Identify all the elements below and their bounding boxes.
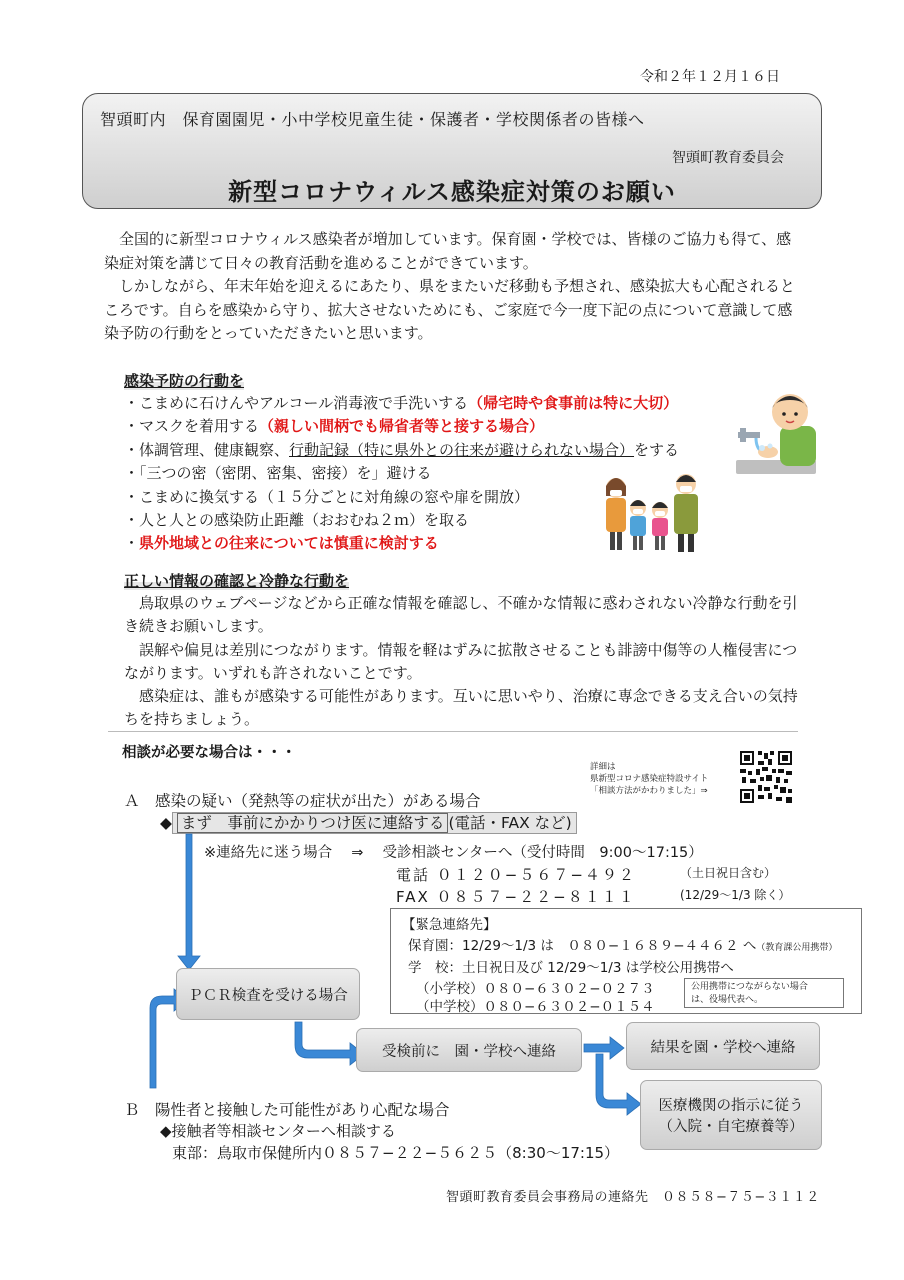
list-item: ・県外地域との往来については慎重に検討する	[124, 534, 439, 553]
emergency-nursery: 保育園：12/29～1/3 は ０８０−１６８９−４４６２ へ（教育課公用携帯）	[408, 938, 838, 954]
case-b-label: Ｂ 陽性者と接触した可能性があり心配な場合	[124, 1101, 450, 1119]
list-item: ・「三つの密（密閉、密集、密接）を」避ける	[124, 464, 432, 483]
info-paragraph-1: 鳥取県のウェブページなどから正確な情報を確認し、不確かな情報に惑わされない冷静な行動を引き続きお願いします。	[124, 594, 798, 636]
notify-result-box: 結果を園・学校へ連絡	[626, 1022, 820, 1070]
consult-center-tel: 電話 ０１２０−５６７−４９２	[396, 866, 636, 884]
first-step-box: まず 事前にかかりつけ医に連絡する (電話・FAX など)	[172, 812, 577, 834]
page-title: 新型コロナウィルス感染症対策のお願い	[228, 178, 676, 206]
header-recipients: 智頭町内 保育園園児・小中学校児童生徒・保護者・学校関係者の皆様へ	[100, 110, 645, 129]
consult-center-note: ※連絡先に迷う場合 ⇒ 受診相談センターへ（受付時間 9:00～17:15）	[204, 845, 703, 861]
prevention-heading-text: 感染予防の行動を	[124, 372, 245, 390]
notify-before-test-box: 受検前に 園・学校へ連絡	[356, 1028, 582, 1072]
list-item: ・人と人との感染防止距離（おおむね２ｍ）を取る	[124, 511, 470, 530]
info-paragraph-2: 誤解や偏見は差別につながります。情報を軽はずみに拡散させることも誹謗中傷等の人権侵害につながります。いずれも許されないことです。	[124, 640, 798, 682]
footer-contact: 智頭町教育委員会事務局の連絡先 ０８５８−７５−３１１２	[446, 1190, 820, 1205]
info-heading-text: 正しい情報の確認と冷静な行動を	[124, 572, 350, 590]
emergency-title: 【緊急連絡先】	[402, 917, 497, 933]
case-a-first-step: ◆ まず 事前にかかりつけ医に連絡する (電話・FAX など)	[160, 811, 577, 833]
document-date: 令和２年１２月１６日	[640, 69, 780, 85]
pcr-test-box: ＰＣＲ検査を受ける場合	[176, 968, 360, 1020]
emergency-elementary: （小学校）０８０−６３０２−０２７３	[416, 981, 655, 997]
fax-note: (12/29～1/3 除く）	[680, 888, 791, 902]
list-item: ・マスクを着用する（親しい間柄でも帰省者等と接する場合）	[124, 417, 545, 436]
emergency-junior: （中学校）０８０−６３０２−０１５４	[416, 999, 655, 1015]
intro-paragraph-1: 全国的に新型コロナウィルス感染者が増加しています。保育園・学校では、皆様のご協力も得て、感染症対策を講じて日々の教育活動を進めることができています。	[104, 230, 792, 272]
case-b-step: ◆接触者等相談センターへ相談する	[160, 1122, 396, 1140]
list-item: ・体調管理、健康観察、行動記録（特に県外との往来が避けられない場合）をする	[124, 440, 680, 459]
header-sender: 智頭町教育委員会	[672, 150, 784, 166]
fallback-note: 公用携帯につながらない場合 は、役場代表へ。	[684, 978, 844, 1008]
list-item: ・こまめに換気する（１５分ごとに対角線の窓や扉を開放）	[124, 487, 530, 506]
detail-line-1: 詳細は	[590, 762, 616, 772]
list-item: ・こまめに石けんやアルコール消毒液で手洗いする（帰宅時や食事前は特に大切）	[124, 394, 679, 412]
info-paragraph-3: 感染症は、誰もが感染する可能性があります。互いに思いやり、治療に専念できる支え合いの気持ちを持ちましょう。	[124, 687, 798, 729]
case-a-label: Ａ 感染の疑い（発熱等の症状が出た）がある場合	[124, 792, 481, 810]
tel-note: （土日祝日含む）	[680, 866, 777, 880]
detail-line-3: 「相談方法がかわりました」⇒	[590, 786, 708, 796]
emergency-school: 学 校：土日祝日及び 12/29～1/3 は学校公用携帯へ	[408, 960, 734, 976]
intro-paragraph-2: しかしながら、年末年始を迎えるにあたり、県をまたいだ移動も予想され、感染拡大も心配されるところです。自らを感染から守り、拡大させないためにも、ご家庭で今一度下記の点について意識して感染予防の行動をとっていただきたいと思います。	[104, 277, 795, 342]
case-b-east-contact: 東部：鳥取市保健所内０８５７−２２−５６２５（8:30～17:15）	[172, 1144, 620, 1162]
consult-center-fax: FAX ０８５７−２２−８１１１	[396, 888, 636, 906]
follow-medical-box: 医療機関の指示に従う （入院・自宅療養等）	[640, 1080, 822, 1150]
consult-heading: 相談が必要な場合は・・・	[122, 745, 296, 761]
detail-line-2: 県新型コロナ感染症特設サイト	[590, 774, 709, 784]
